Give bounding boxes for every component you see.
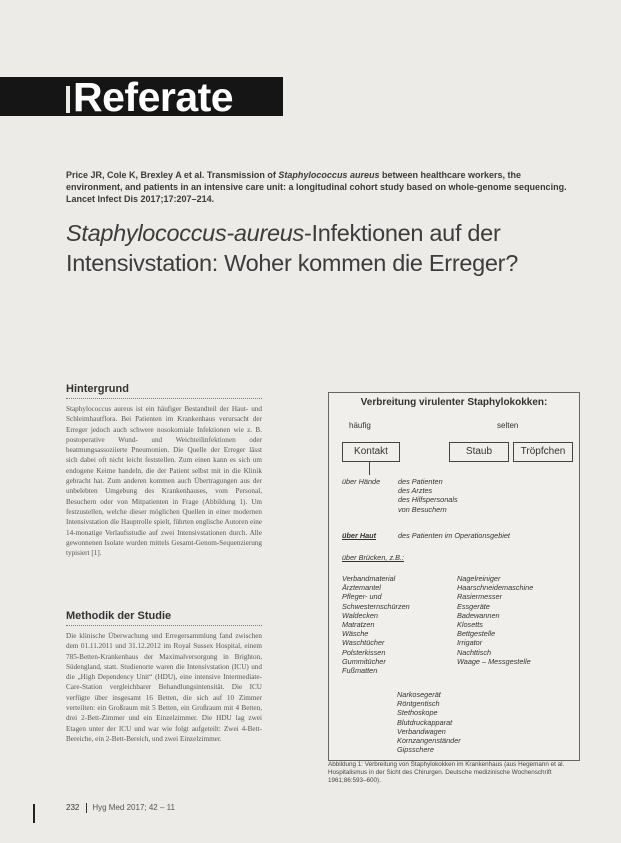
heading-methodik: Methodik der Studie: [66, 610, 172, 622]
figure-staphylococcus-spread: [328, 392, 580, 761]
list-item: Waschtücher: [342, 638, 385, 648]
list-item: Verbandwagen: [397, 726, 446, 736]
list-item: des Hilfspersonals: [398, 495, 458, 505]
label-skin-text: über Haut: [342, 531, 377, 540]
list-item: Nachttisch: [457, 647, 492, 657]
list-item: Nagelreiniger: [457, 574, 501, 583]
list-item: Haarschneidemaschine: [457, 583, 534, 593]
citation-organism: Staphylococcus aureus: [278, 170, 380, 180]
box-contact: Kontakt: [342, 442, 400, 462]
body-methodik: [66, 631, 262, 744]
list-item: Essgeräte: [457, 601, 490, 611]
list-hands: [398, 477, 458, 514]
list-bridges-left: [342, 574, 410, 675]
list-item: des Arztes: [398, 486, 433, 496]
list-item: des Patienten: [398, 477, 443, 486]
list-bridges-center: [397, 690, 461, 754]
list-item: Waldecken: [342, 610, 378, 620]
list-item: Gipsschere: [397, 745, 434, 755]
list-item: Verbandmaterial: [342, 574, 396, 583]
figure-title: Verbreitung virulenter Staphylokokken:: [360, 397, 548, 408]
list-item: Klosetts: [457, 620, 483, 630]
paragraph: Staphylococcus aureus ist ein häufiger Bestandteil der Haut- und Schleimhautflora. Bei Patienten im Krankenhaus verursacht der Erreger jedoch auch schwere nosokomiale Infektionen wie z. B. postoperative Wund- und Weichteilinfektionen oder beatmungsassoziierte Pneumonien. Die Quelle der Erreger lässt sich dabei oft nicht leicht feststellen. Zum einen kann es sich um endogene Keime handeln, die der Patient selbst mit in die Klinik gebracht hat. Zum anderen kommen auch Übertragungen aus der unbelebten Umgebung des Krankenhauses, vom Personal, Besuchern oder von Mitpatienten in Frage (Abbildung 1). Um festzustellen, welche dieser möglichen Quellen in einer modernen Intensivstation die Hauptrolle spielt, führten englische Autoren eine 14-monatige Verlaufsstudie auf zwei Intensivstationen durch. Alle gewonnenen Isolate wurden mittels Gesamt-Genom-Sequenzierung typisiert [1].: [66, 405, 262, 558]
label-rare: selten: [497, 421, 519, 430]
figure-caption: Abbildung 1: Verbreitung von Staphylokokken im Krankenhaus (aus Hegemann et al. Hospitalismus in der Sicht des Chirurgen. Deutsche medizinische Wochenschrift 1961;86:593–600).: [328, 761, 565, 784]
list-item: Badewannen: [457, 610, 500, 620]
skin-text: des Patienten im Operationsgebiet: [398, 531, 510, 540]
divider: [66, 398, 262, 399]
list-item: Ärztemantel: [342, 583, 381, 593]
list-item: Gummitücher: [342, 656, 386, 666]
body-hintergrund: [66, 404, 262, 558]
list-item: Narkosegerät: [397, 690, 441, 699]
banner-tick: [66, 86, 70, 113]
citation: [66, 169, 576, 205]
connector-line: [369, 461, 370, 475]
list-item: von Besuchern: [398, 504, 447, 514]
list-item: Matratzen: [342, 620, 375, 630]
page-number: 232: [66, 803, 80, 813]
citation-suffix: between healthcare workers, the environment, and patients in an intensive care unit: a longitudinal cohort study based on whole-genome sequencing. Lancet Infect Dis 2017;17:207–214.: [66, 170, 567, 204]
label-frequent: häufig: [349, 421, 371, 430]
list-item: Schwesternschürzen: [342, 601, 410, 611]
heading-hintergrund: Hintergrund: [66, 383, 129, 395]
list-item: Blutdruckapparat: [397, 717, 453, 727]
list-item: Bettgestelle: [457, 629, 496, 639]
journal-reference: Hyg Med 2017; 42 – 11: [92, 803, 175, 813]
list-item: Wäsche: [342, 629, 369, 639]
list-item: Kornzangenständer: [397, 736, 461, 746]
list-item: Fußmatten: [342, 666, 378, 676]
list-bridges-right: [457, 574, 533, 666]
footer-bar: [33, 804, 35, 823]
list-item: Waage – Messgestelle: [457, 656, 531, 666]
list-item: Stethoskope: [397, 708, 438, 718]
box-droplets: Tröpfchen: [513, 442, 573, 462]
list-item: Röntgentisch: [397, 699, 440, 709]
list-item: Polsterkissen: [342, 647, 386, 657]
citation-prefix: Price JR, Cole K, Brexley A et al. Transmission of: [66, 170, 279, 180]
paragraph: Die klinische Überwachung und Erregersammlung fand zwischen dem 01.11.2011 und 31.12.2012 im Royal Sussex Hospital, einem 785-Betten-Krankenhaus der Maximalversorgung in Brighton, Südengland, statt. Studienorte waren die Intensivstation (ICU) und die „High Dependency Unit“ (HDU), eine intensive Intermediate-Care-Station vergleichbarer Behandlungsintensität. Die ICU verfügte über insgesamt 16 Betten, die sich auf 10 Zimmer verteilten: ein Großraum mit 5 Betten, ein Großraum mit 4 Betten, drei 2-Bett-Zimmer und ein Einzelzimmer. Die HDU lag zwei Etagen unter der ICU und war wie folgt aufgeteilt: Zwei 4-Bett-Bereiche, ein 2-Bett-Bereich, und zwei Einzelzimmer.: [66, 632, 262, 743]
footer-separator: [86, 803, 87, 813]
headline-rest: -Infektionen auf der Intensivstation: Woher kommen die Erreger?: [66, 220, 518, 276]
page-footer: [66, 803, 175, 813]
list-item: Rasiermesser: [457, 592, 503, 602]
section-label: Referate: [73, 74, 234, 120]
list-item: Pfleger- und: [342, 592, 382, 602]
article-headline: [66, 218, 606, 278]
label-hands: über Hände: [342, 477, 381, 486]
box-dust: Staub: [449, 442, 509, 462]
label-bridges: über Brücken, z.B.:: [342, 553, 405, 562]
headline-organism: Staphylococcus-aureus: [66, 220, 304, 246]
divider: [66, 625, 262, 626]
label-skin: [342, 531, 376, 540]
list-item: Irrigator: [457, 638, 483, 648]
